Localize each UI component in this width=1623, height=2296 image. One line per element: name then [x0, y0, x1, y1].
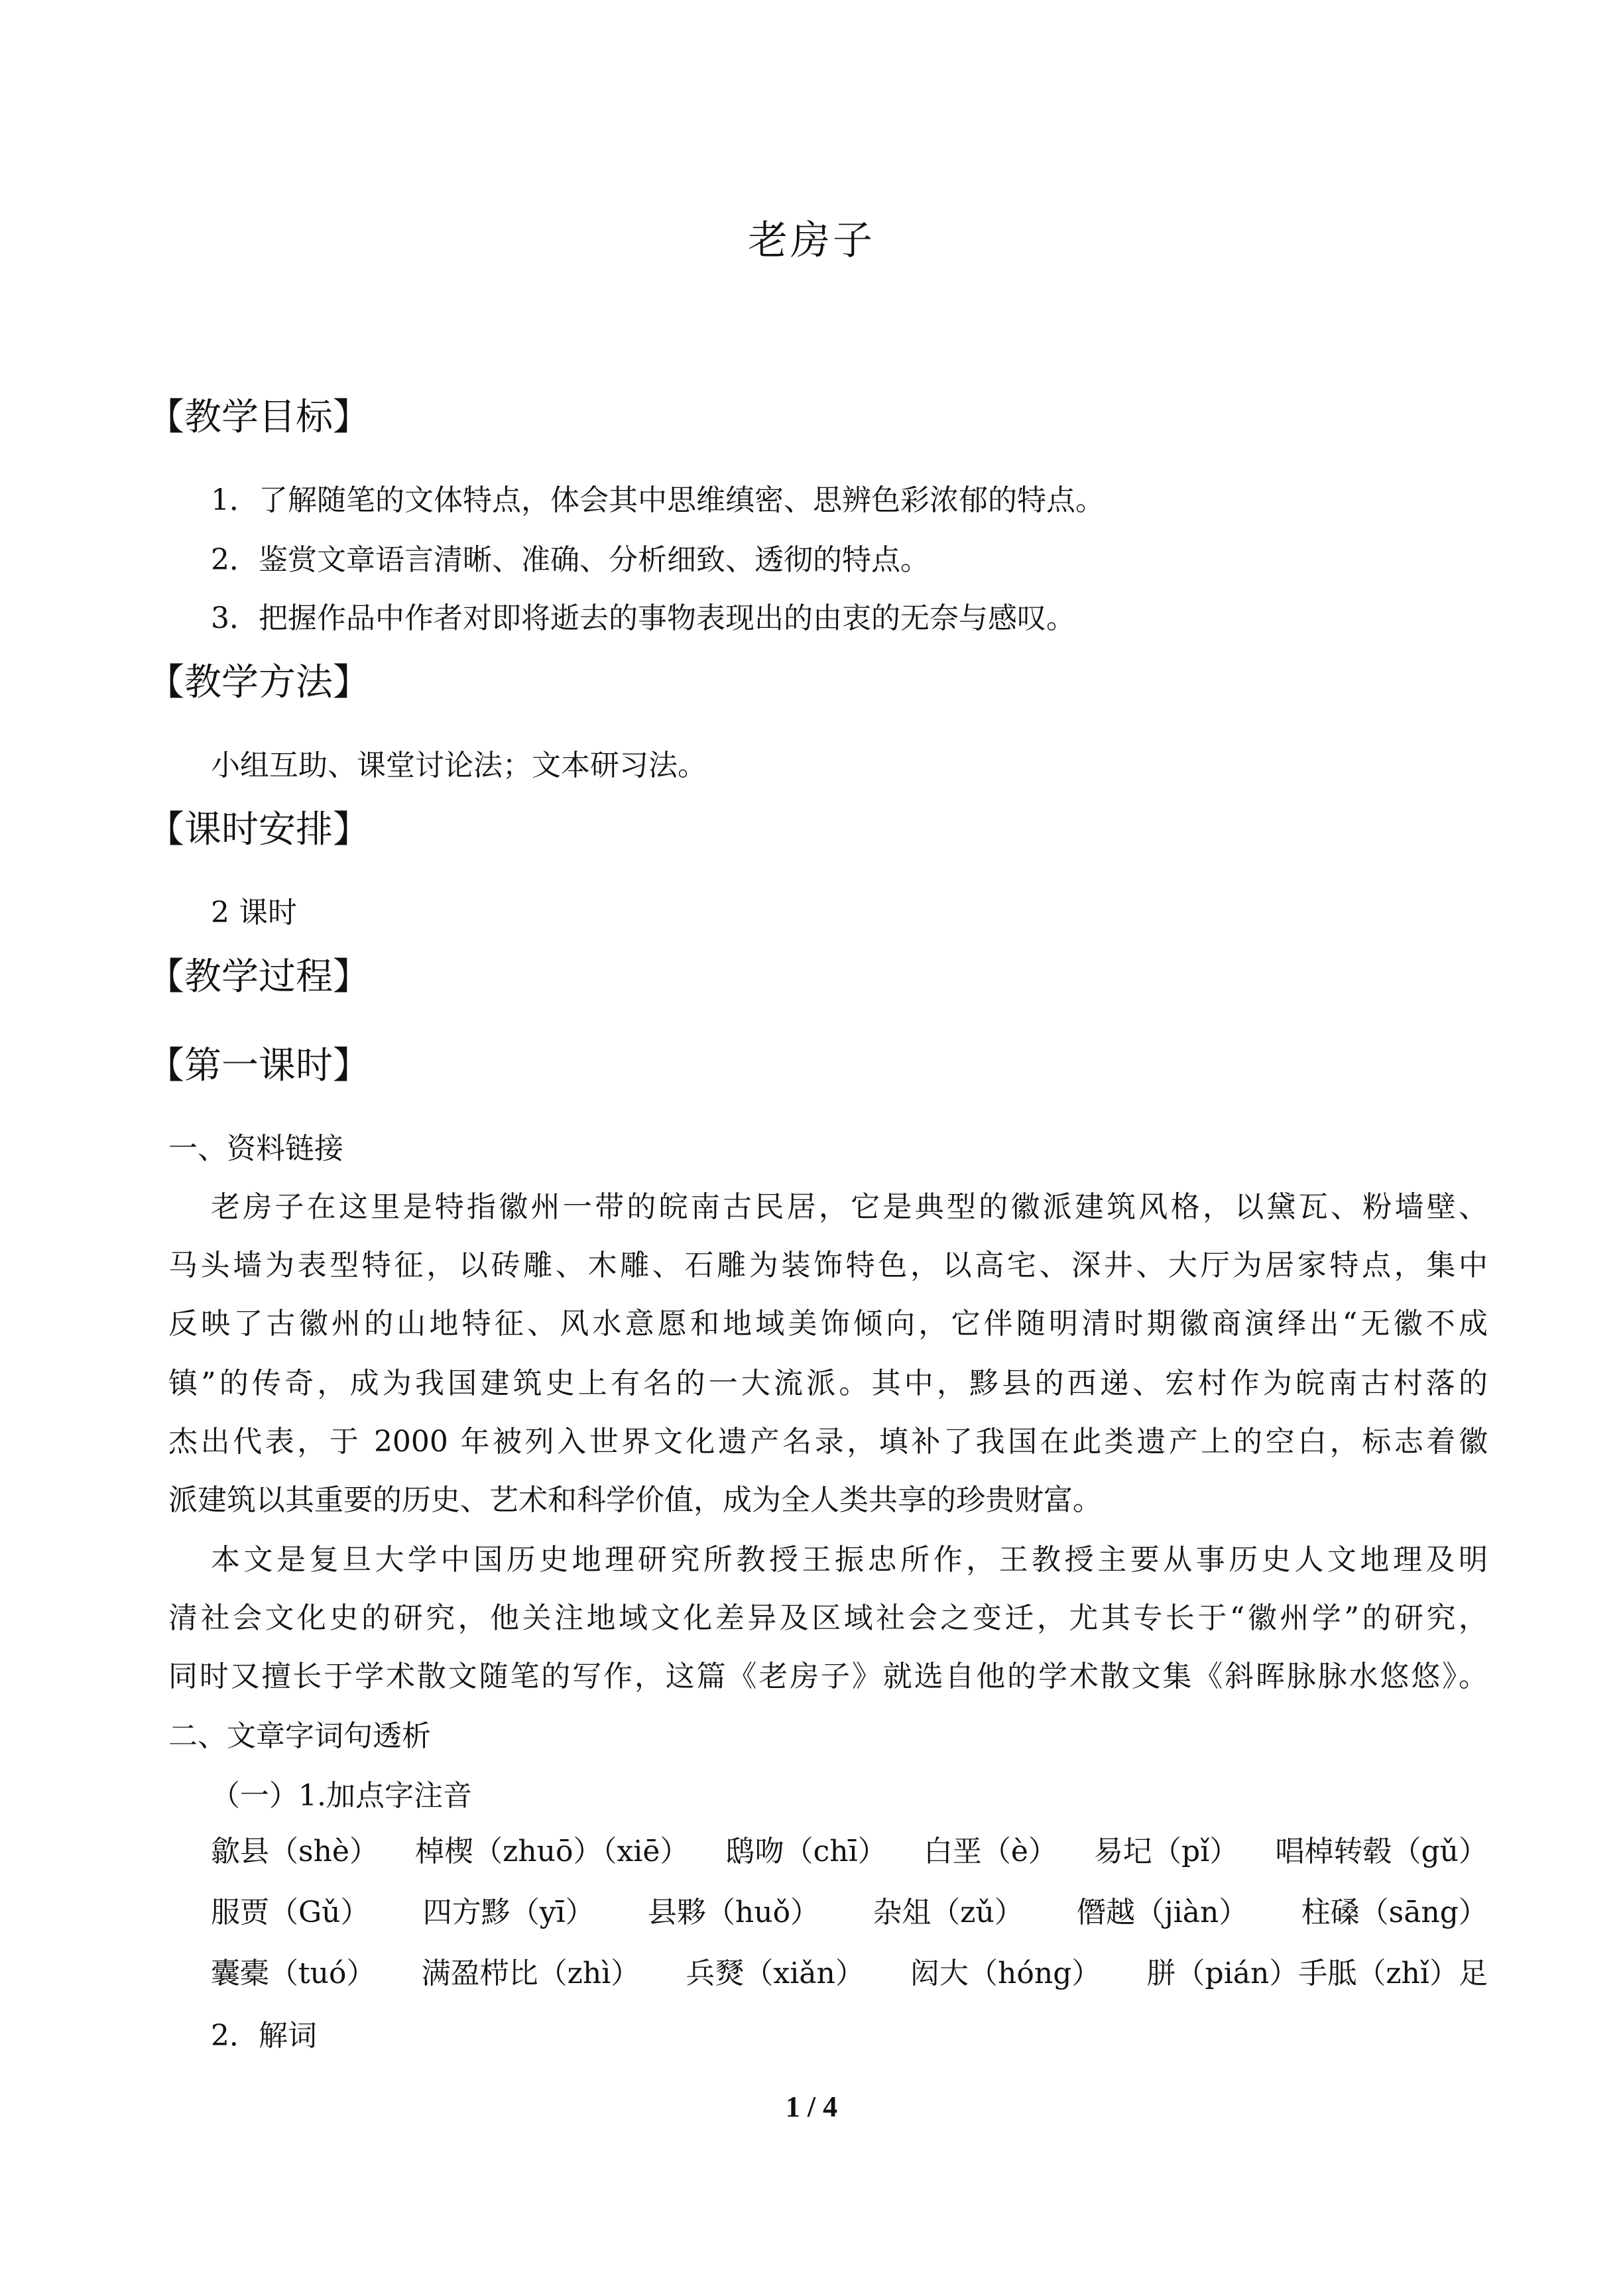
objective-item-3: 3．把握作品中作者对即将逝去的事物表现出的由衷的无奈与感叹。	[211, 601, 1075, 635]
para1-line-1: 老房子在这里是特指徽州一带的皖南古民居，它是典型的徽派建筑风格，以黛瓦、粉墙壁、	[211, 1190, 1488, 1224]
pinyin-item: 闳大（hóng）	[910, 1957, 1101, 1990]
pinyin-item: 服贾（Gǔ）	[211, 1896, 370, 1929]
heading-objectives: 【教学目标】	[147, 396, 370, 439]
para2-line-1: 本文是复旦大学中国历史地理研究所教授王振忠所作，王教授主要从事历史人文地理及明	[211, 1543, 1488, 1577]
pinyin-item: 杂俎（zǔ）	[872, 1896, 1024, 1929]
pinyin-item: 四方黟（yī）	[422, 1896, 595, 1929]
pinyin-item: 僭越（jiàn）	[1077, 1896, 1248, 1929]
pinyin-item: 白垩（è）	[923, 1835, 1057, 1868]
para1-line-5: 杰出代表，于 2000 年被列入世界文化遗产名录，填补了我国在此类遗产上的空白，标志着徽	[168, 1425, 1488, 1459]
heading-process: 【教学过程】	[147, 955, 370, 998]
page-number: 1 / 4	[785, 2090, 838, 2123]
pinyin-item: 鸱吻（chī）	[725, 1835, 887, 1868]
pinyin-item: 唱棹转毂（gǔ）	[1275, 1835, 1488, 1868]
para1-line-6: 派建筑以其重要的历史、艺术和科学价值，成为全人类共享的珍贵财富。	[168, 1483, 1102, 1517]
para2-line-2: 清社会文化史的研究，他关注地域文化差异及区域社会之变迁，尤其专长于“徽州学”的研究，	[168, 1601, 1488, 1635]
pinyin-item: 胼（pián）手胝（zhǐ）足	[1146, 1957, 1488, 1990]
pinyin-row-1	[211, 1829, 1488, 1875]
part2-sub-heading-1: （一）1.加点字注音	[211, 1779, 472, 1813]
pinyin-item: 兵燹（xiǎn）	[686, 1957, 865, 1990]
part1-heading: 一、资料链接	[168, 1132, 343, 1166]
objective-item-1: 1．了解随笔的文体特点，体会其中思维缜密、思辨色彩浓郁的特点。	[211, 483, 1105, 517]
pinyin-item: 歙县（shè）	[211, 1835, 379, 1868]
methods-text: 小组互助、课堂讨论法；文本研习法。	[211, 749, 707, 782]
pinyin-item: 囊橐（tuó）	[211, 1957, 376, 1990]
part2-heading: 二、文章字词句透析	[168, 1719, 431, 1753]
pinyin-row-2	[211, 1890, 1488, 1936]
objective-item-2: 2．鉴赏文章语言清晰、准确、分析细致、透彻的特点。	[211, 543, 930, 577]
para1-line-3: 反映了古徽州的山地特征、风水意愿和地域美饰倾向，它伴随明清时期徽商演绎出“无徽不成	[168, 1307, 1488, 1341]
pinyin-row-3	[211, 1951, 1488, 1997]
pinyin-item: 棹楔（zhuō）（xiē）	[415, 1835, 690, 1868]
pinyin-item: 易圮（pǐ）	[1094, 1835, 1239, 1868]
para1-line-4: 镇”的传奇，成为我国建筑史上有名的一大流派。其中，黟县的西递、宏村作为皖南古村落的	[168, 1366, 1488, 1400]
heading-lesson-1: 【第一课时】	[147, 1044, 370, 1087]
para2-line-3: 同时又擅长于学术散文随笔的写作，这篇《老房子》就选自他的学术散文集《斜晖脉脉水悠悠》。	[168, 1660, 1488, 1693]
pinyin-item: 满盈栉比（zhì）	[421, 1957, 640, 1990]
schedule-text: 2 课时	[211, 896, 297, 930]
pinyin-item: 柱磉（sāng）	[1301, 1896, 1488, 1929]
part2-sub-heading-2: 2．解词	[211, 2019, 317, 2053]
heading-schedule: 【课时安排】	[147, 808, 370, 851]
pinyin-item: 县夥（huǒ）	[647, 1896, 820, 1929]
para1-line-2: 马头墙为表型特征，以砖雕、木雕、石雕为装饰特色，以高宅、深井、大厅为居家特点，集中	[168, 1248, 1488, 1282]
page-title: 老房子	[748, 217, 875, 264]
heading-methods: 【教学方法】	[147, 661, 370, 704]
